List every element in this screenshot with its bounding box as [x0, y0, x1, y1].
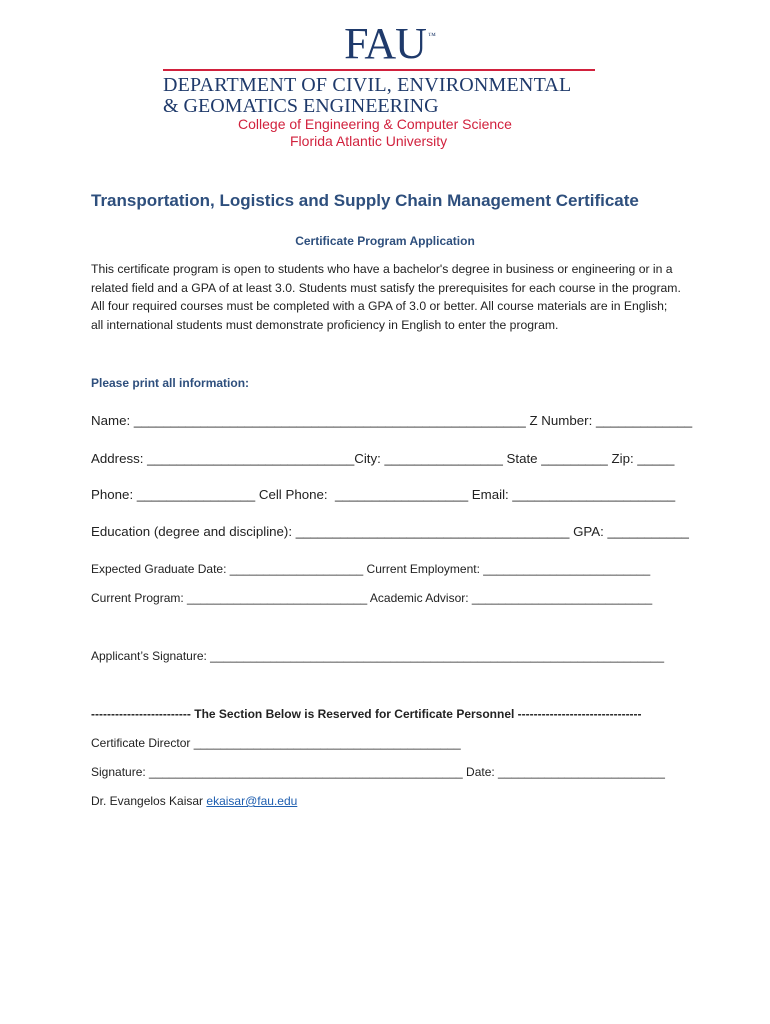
print-instruction: Please print all information: — [91, 376, 250, 390]
department-line-1: DEPARTMENT OF CIVIL, ENVIRONMENTAL — [163, 74, 572, 96]
contact-email-link[interactable]: ekaisar@fau.edu — [206, 794, 298, 808]
name-znumber-line[interactable]: Name: _____________________________________________________ Z Number: _____________ — [91, 413, 693, 428]
university-name: Florida Atlantic University — [290, 133, 448, 149]
phone-email-line[interactable]: Phone: ________________ Cell Phone: __________________ Email: ______________________ — [91, 487, 676, 502]
intro-paragraph: This certificate program is open to students who have a bachelor's degree in business or engineering or in a related field and a GPA of at least 3.0. Students must satisfy the prerequisites for each course in the program. All four required courses must be completed with a GPA of 3.0 or better. All course materials are in English; all international students must demonstrate proficiency in English to enter the program. — [91, 262, 681, 332]
graduate-date-employment-line[interactable]: Expected Graduate Date: ____________________ Current Employment: _________________________ — [91, 562, 651, 576]
department-name — [163, 75, 603, 117]
document-title: Transportation, Logistics and Supply Chain Management Certificate — [91, 191, 639, 210]
program-advisor-line[interactable]: Current Program: ___________________________ Academic Advisor: ___________________________ — [91, 591, 653, 605]
document-subtitle: Certificate Program Application — [295, 234, 475, 248]
contact-line — [91, 794, 297, 808]
education-gpa-line[interactable]: Education (degree and discipline): _____________________________________ GPA: ___________ — [91, 524, 689, 539]
reserved-section-divider: ------------------------- The Section Below is Reserved for Certificate Personnel ------------------------------- — [91, 707, 642, 721]
applicant-signature-line[interactable]: Applicant’s Signature: ____________________________________________________________________ — [91, 649, 665, 663]
header-red-rule — [163, 69, 595, 71]
college-name: College of Engineering & Computer Science — [238, 116, 512, 132]
fau-logo — [0, 19, 770, 68]
logo-trademark: ™ — [428, 31, 436, 40]
logo-text: FAU — [344, 19, 426, 68]
contact-name: Dr. Evangelos Kaisar — [91, 794, 207, 808]
department-line-2: & GEOMATICS ENGINEERING — [163, 95, 439, 117]
address-line[interactable]: Address: ____________________________City: ________________ State _________ Zip: _____ — [91, 451, 675, 466]
certificate-director-line[interactable]: Certificate Director ________________________________________ — [91, 736, 461, 750]
signature-date-line[interactable]: Signature: _______________________________________________ Date: _________________________ — [91, 765, 665, 779]
